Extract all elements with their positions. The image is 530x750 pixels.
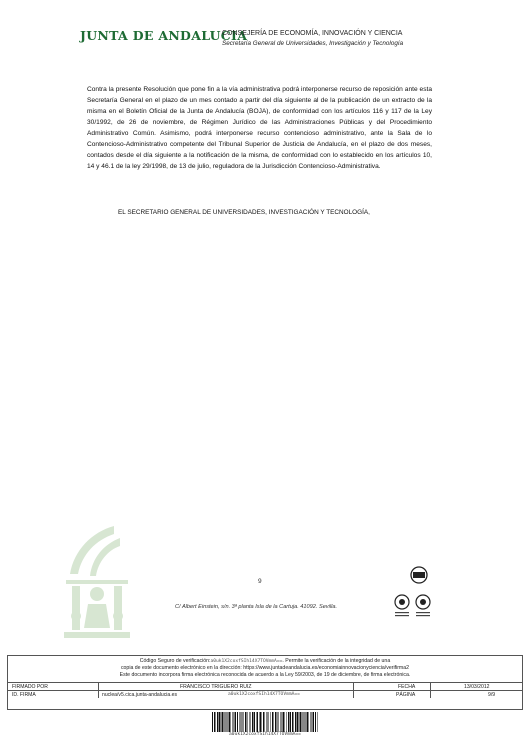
department-block	[222, 29, 403, 49]
junta-logo: JUNTA DE ANDALUCIA	[80, 28, 248, 43]
signer-title: EL SECRETARIO GENERAL DE UNIVERSIDADES, INVESTIGACIÓN Y TECNOLOGÍA,	[118, 209, 370, 216]
barcode-icon	[212, 712, 318, 732]
emblem-icon	[62, 524, 132, 644]
signed-by-row	[8, 682, 522, 690]
resolution-paragraph: Contra la presente Resolución que pone fin a la vía administrativa podrá interponerse recurso de reposición ante esta Secretaría General en el plazo de un mes contado a partir del día siguiente al de la publicación de un extracto de la misma en el Boletín Oficial de la Junta de Andalucía (BOJA), de conformidad con los artículos 116 y 117 de la Ley 30/1992, de 26 de noviembre, de Régimen Jurídico de las Administraciones Públicas y del Procedimiento Administrativo Común. Asimismo, podrá interponerse recurso contencioso administrativo, ante la Sala de lo Contencioso-Administrativo competente del Tribunal Superior de Justicia de Andalucía, en el plazo de dos meses, contados desde el día siguiente a la notificación de la misma, de conformidad con lo establecido en los artículos 10, 14 y 46.1 de la ley 29/1998, de 13 de julio, reguladora de la Jurisdicción Contencioso-Administrativa.	[87, 86, 432, 170]
verification-box	[7, 655, 523, 710]
document-header	[80, 28, 480, 54]
verification-note	[8, 658, 522, 678]
signature-id-row	[8, 690, 522, 698]
verification-code: a0uk1X2coxfSIh14X7TOVmmA==	[210, 659, 283, 664]
signature-law-line: Este documento incorpora firma electrónica reconocida de acuerdo a la Ley 59/2003, de 19 de diciembre, de firma electrónica.	[119, 671, 411, 678]
signature-id-label: ID. FIRMA	[12, 692, 36, 698]
date-label: FECHA	[398, 684, 416, 690]
page-count: 9/9	[488, 692, 496, 698]
signed-by-label: FIRMADO POR	[12, 684, 48, 690]
barcode-text: a0uk1X2coxfSIh14X7TOVmmA==	[229, 732, 301, 737]
office-address: C/ Albert Einstein, s/n. 3ª planta Isla de la Cartuja. 41092. Sevilla.	[175, 604, 337, 610]
page-label: PÁGINA	[396, 692, 416, 698]
verification-suffix: . Permite la verificación de la integridad de una	[282, 658, 391, 664]
department-name: CONSEJERÍA DE ECONOMÍA, INNOVACIÓN Y CIENCIA	[222, 30, 403, 37]
verification-url-line: copia de este documento electrónico en la dirección: https://www.juntadeandalucia.es/economiainnovacionyciencia/verifirma2	[120, 665, 410, 672]
signature-id-code: a0uk1X2coxfSIh14X7TOVmmA==	[228, 692, 300, 697]
verification-prefix: Código Seguro de verificación:	[139, 658, 211, 664]
page-number: 9	[258, 578, 262, 585]
date-value: 13/03/2012	[464, 684, 490, 690]
signer-name: FRANCISCO TRIGUERO RUIZ	[180, 684, 252, 690]
signature-server: nuclea/v5.cica.junta-andalucia.es	[102, 692, 178, 698]
subdepartment-name: Secretaría General de Universidades, Investigación y Tecnología	[222, 40, 404, 47]
certification-logos-icon	[393, 566, 433, 626]
